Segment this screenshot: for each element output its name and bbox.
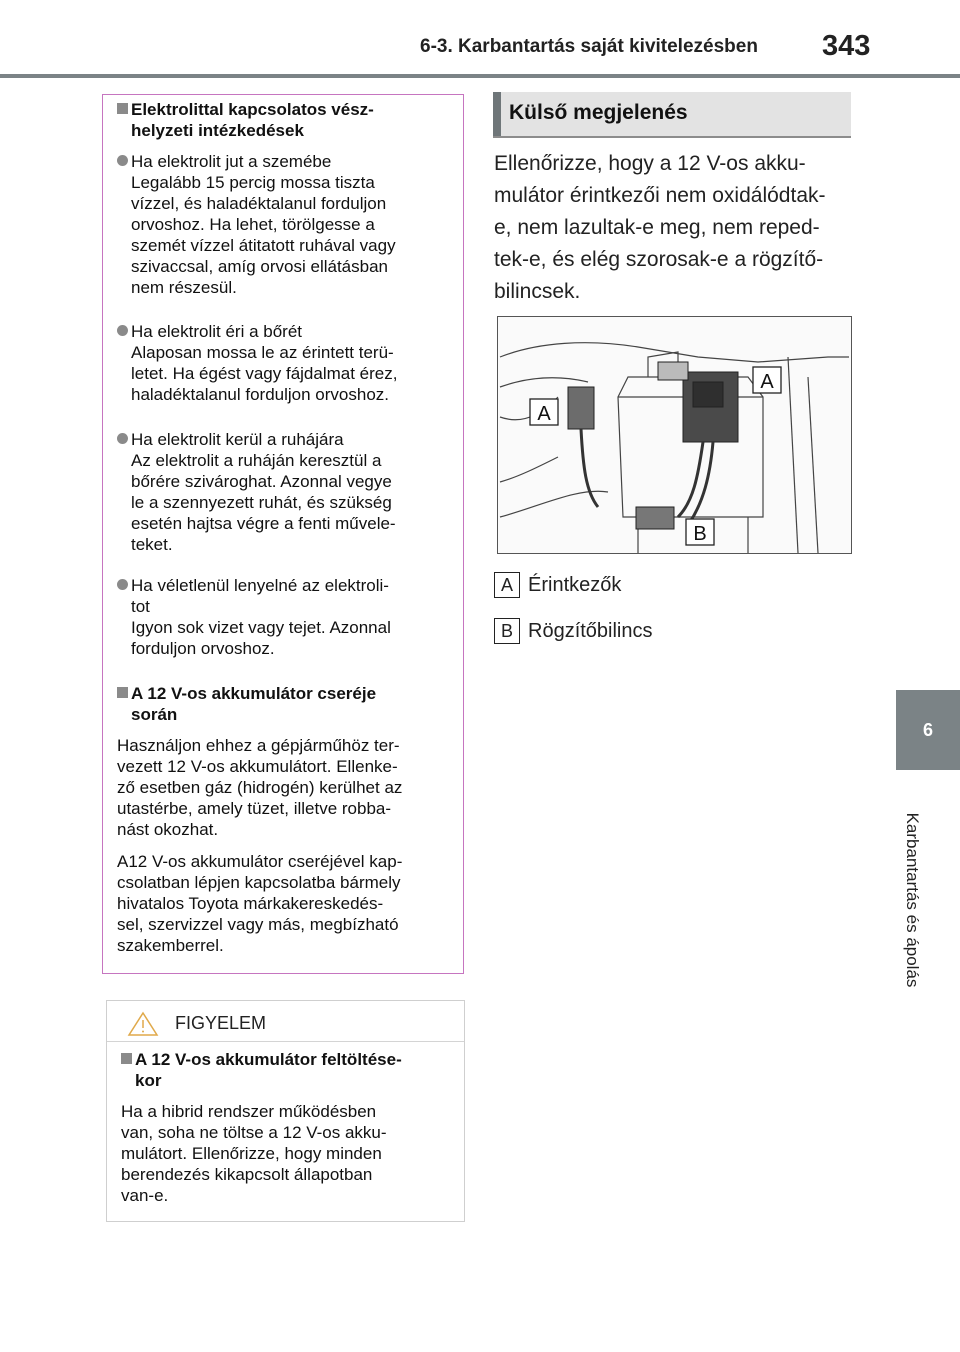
legend-text: Rögzítőbilincs: [528, 619, 653, 642]
caution-paragraph: A12 V-os akkumulátor cseréjével kap- csolatban lépjen kapcsolatba bármely hivatalos Toyota márkakereskedés- sel, szervizzel vagy más, megbízható szakemberrel.: [117, 852, 403, 955]
list-item: Ha elektrolit jut a szemébe Legalább 15 percig mossa tiszta vízzel, és haladéktalanul forduljon orvoshoz. Ha lehet, törölgesse a szemét vízzel átitatott ruhával vagy szivaccsal, amíg orvosi ellátásban nem részesül.: [117, 151, 453, 298]
figure-label-b: B: [693, 523, 707, 545]
list-item: Ha elektrolit kerül a ruhájára Az elektrolit a ruháján keresztül a bőrére szivároghat. Azonnal vegye le a szennyezett ruhát, és szükség esetén hajtsa végre a fenti művele- teket.: [117, 429, 453, 555]
section-title: 6-3. Karbantartás saját kivitelezésben: [420, 36, 758, 57]
legend-key: B: [494, 618, 520, 644]
warning-divider: [107, 1041, 464, 1042]
list-item: Ha véletlenül lenyelné az elektroli- tot Igyon sok vizet vagy tejet. Azonnal forduljon orvoshoz.: [117, 575, 453, 659]
legend-item-b: [494, 618, 653, 644]
figure-label-a: A: [760, 371, 774, 393]
warning-paragraph: Ha a hibrid rendszer működésben van, soha ne töltse a 12 V-os akku- mulátort. Ellenőrizze, hogy minden berendezés kikapcsolt állapotban van-e.: [121, 1102, 387, 1205]
list-item: Ha elektrolit éri a bőrét Alaposan mossa le az érintett terü- letet. Ha égést vagy fájdalmat érez, haladéktalanul forduljon orvoshoz.: [117, 321, 453, 405]
heading-accent: [493, 92, 501, 136]
caution-box: [102, 94, 464, 974]
battery-illustration: [497, 316, 852, 554]
figure-label-a: A: [537, 403, 551, 425]
legend-text: Érintkezők: [528, 573, 622, 596]
caution-heading-replacement: A 12 V-os akkumulátor cseréje során: [117, 683, 453, 725]
page-header: [0, 0, 960, 80]
warning-title-bar: [107, 1001, 464, 1043]
legend-key: A: [494, 572, 520, 598]
header-rule: [0, 74, 960, 78]
warning-title: FIGYELEM: [175, 1013, 267, 1033]
battery-drawing: [498, 317, 851, 553]
caution-paragraph: Használjon ehhez a gépjárműhöz ter- vezett 12 V-os akkumulátort. Ellenke- ző esetben gáz (hidrogén) kerülhet az utastérbe, amely tüzet, illetve robba- nást okozhat.: [117, 736, 403, 839]
warning-triangle-icon: [127, 1011, 159, 1037]
legend-item-a: [494, 572, 621, 598]
caution-heading-electrolyte: Elektrolittal kapcsolatos vész- helyzeti intézkedések: [117, 99, 453, 141]
section-heading-bar: [493, 92, 851, 138]
chapter-label: Karbantartás és ápolás: [903, 812, 922, 988]
chapter-label-container: [864, 780, 960, 1020]
chapter-number: 6: [922, 719, 933, 740]
intro-paragraph: Ellenőrizze, hogy a 12 V-os akku- mulátor érintkezői nem oxidálódtak- e, nem lazultak-e meg, nem reped- tek-e, és elég szorosak-e a rögzítő- bilincsek.: [494, 152, 826, 303]
page-number: 343: [822, 30, 871, 62]
warning-box: [106, 1000, 465, 1222]
chapter-tab: [896, 690, 960, 770]
section-heading: Külső megjelenés: [509, 101, 688, 124]
warning-heading: A 12 V-os akkumulátor feltöltése- kor: [121, 1049, 454, 1091]
